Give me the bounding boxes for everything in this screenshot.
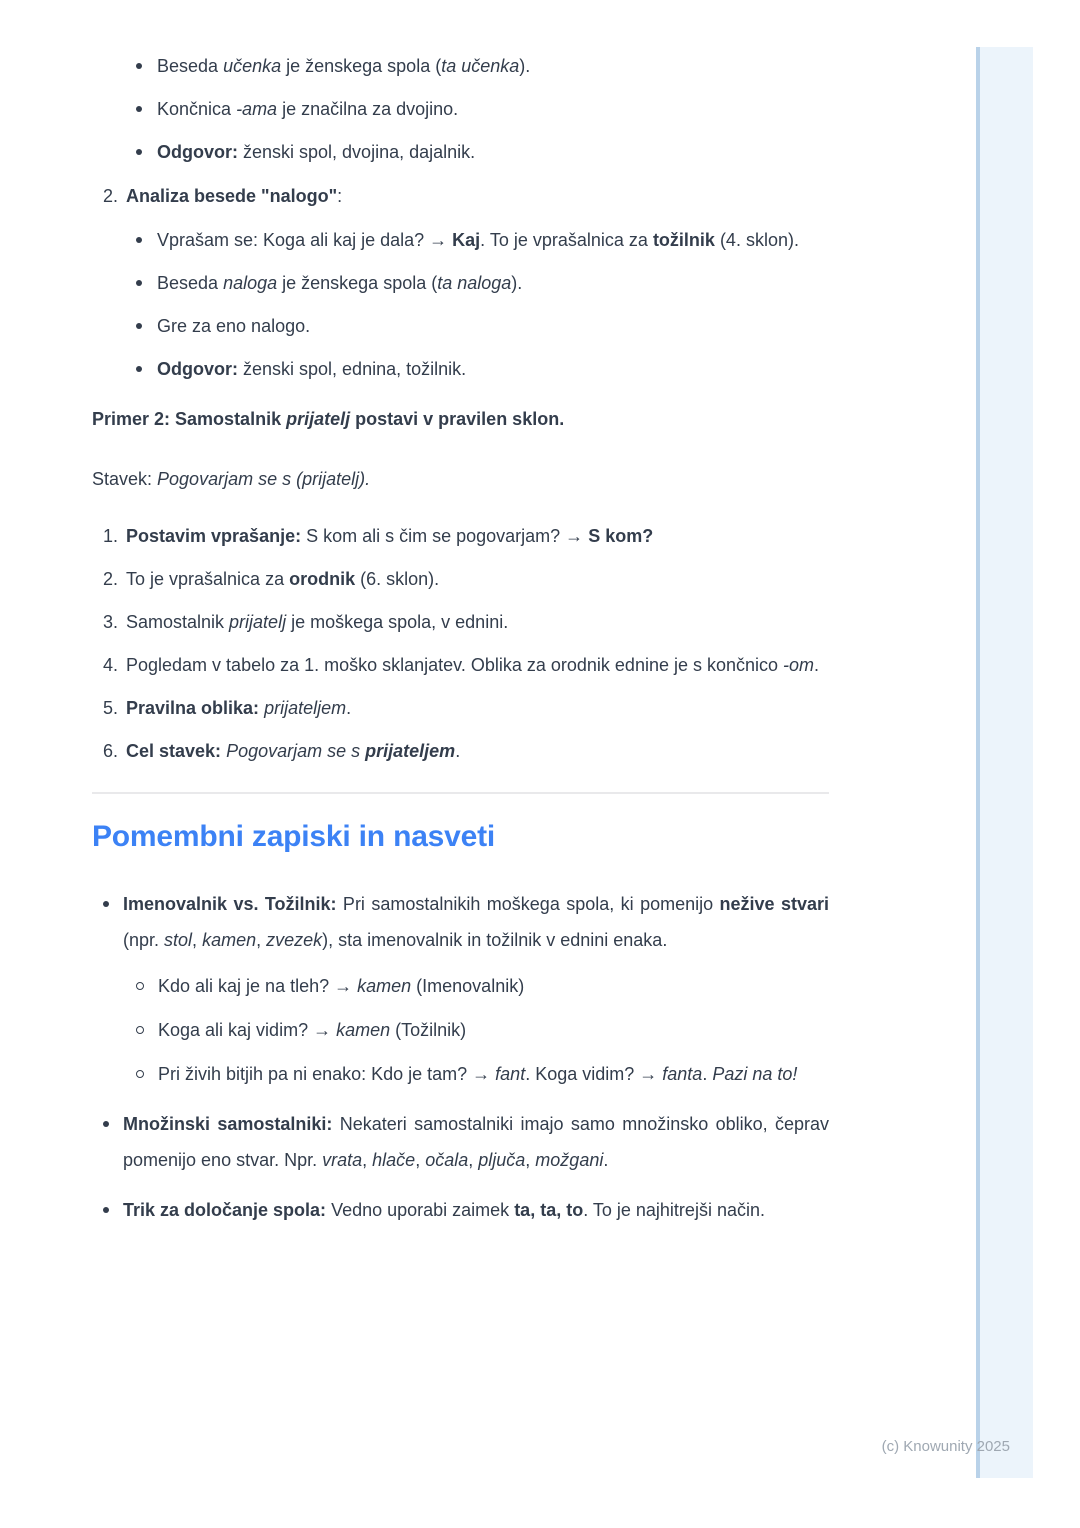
document-content — [92, 50, 829, 1242]
list-number: 5. — [103, 698, 119, 718]
list-number: 2. — [103, 569, 119, 589]
sub-note-item — [123, 968, 829, 1004]
step-item — [92, 606, 829, 638]
note-item — [92, 886, 829, 1092]
bullet-text: Gre za eno nalogo. — [157, 316, 311, 336]
primer2-heading: Primer 2: Samostalnik prijatelj postavi v pravilen sklon. — [92, 409, 565, 429]
step-text: Cel stavek: Pogovarjam se s prijateljem. — [126, 741, 461, 761]
copyright-note: (c) Knowunity 2025 — [881, 1438, 1010, 1455]
bullet-text: Odgovor: ženski spol, ednina, tožilnik. — [157, 359, 467, 379]
bullet-item — [92, 267, 829, 299]
note-text: Imenovalnik vs. Tožilnik: Pri samostalnikih moškega spola, ki pomenijo nežive stvari (npr. stol, kamen, zvezek), sta imenovalnik in tožilnik v ednini enaka. — [123, 894, 829, 950]
sub-note-item — [123, 1012, 829, 1048]
step-text: To je vprašalnica za orodnik (6. sklon). — [126, 569, 440, 589]
list-number: 4. — [103, 655, 119, 675]
sub-note-text: Kdo ali kaj je na tleh? → kamen (Imenovalnik) — [158, 976, 525, 996]
bullet-item — [92, 136, 829, 168]
list-number: 6. — [103, 741, 119, 761]
note-item — [92, 1192, 829, 1228]
step-text: Pravilna oblika: prijateljem. — [126, 698, 352, 718]
bullet-text: Beseda učenka je ženskega spola (ta učenka). — [157, 56, 531, 76]
note-item — [92, 1106, 829, 1178]
note-text: Trik za določanje spola: Vedno uporabi zaimek ta, ta, to. To je najhitrejši način. — [123, 1200, 765, 1220]
step-item — [92, 520, 829, 552]
step-item — [92, 692, 829, 724]
numbered-item-analysis-nalogo — [92, 180, 829, 212]
numbered-item-title: Analiza besede "nalogo": — [126, 186, 343, 206]
bullet-item — [92, 93, 829, 125]
note-sub-bullets — [123, 968, 829, 1092]
sub-note-text: Koga ali kaj vidim? → kamen (Tožilnik) — [158, 1020, 467, 1040]
bullet-item — [92, 224, 829, 256]
bullet-text: Vprašam se: Koga ali kaj je dala? → Kaj. To je vprašalnica za tožilnik (4. sklon). — [157, 230, 799, 250]
stavek-sentence: Stavek: Pogovarjam se s (prijatelj). — [92, 469, 371, 489]
bullet-item — [92, 310, 829, 342]
highlight-side-bar — [976, 47, 1033, 1478]
list-number: 3. — [103, 612, 119, 632]
sub-note-text: Pri živih bitjih pa ni enako: Kdo je tam? → fant. Koga vidim? → fanta. Pazi na to! — [158, 1064, 798, 1084]
step-text: Pogledam v tabelo za 1. moško sklanjatev. Oblika za orodnik ednine je s končnico -om. — [126, 655, 820, 675]
step-item — [92, 649, 829, 681]
list-number: 1. — [103, 526, 119, 546]
bullet-text: Končnica -ama je značilna za dvojino. — [157, 99, 459, 119]
bullet-text: Beseda naloga je ženskega spola (ta naloga). — [157, 273, 523, 293]
notes-section-heading: Pomembni zapiski in nasveti — [92, 820, 496, 853]
step-item — [92, 735, 829, 767]
note-text: Množinski samostalniki: Nekateri samostalniki imajo samo množinsko obliko, čeprav pomenijo eno stvar. Npr. vrata, hlače, očala, pljuča, možgani. — [123, 1114, 829, 1170]
ucenka-analysis-bullets — [92, 50, 829, 168]
steps-list — [92, 520, 829, 767]
notes-bullets — [92, 886, 829, 1228]
step-text: Samostalnik prijatelj je moškega spola, v ednini. — [126, 612, 509, 632]
step-text: Postavim vprašanje: S kom ali s čim se pogovarjam? → S kom? — [126, 526, 654, 546]
bullet-item — [92, 353, 829, 385]
step-item — [92, 563, 829, 595]
list-number: 2. — [103, 186, 119, 206]
section-divider — [92, 792, 829, 794]
sub-note-item — [123, 1056, 829, 1092]
bullet-text: Odgovor: ženski spol, dvojina, dajalnik. — [157, 142, 476, 162]
bullet-item — [92, 50, 829, 82]
nalogo-analysis-bullets — [92, 224, 829, 385]
